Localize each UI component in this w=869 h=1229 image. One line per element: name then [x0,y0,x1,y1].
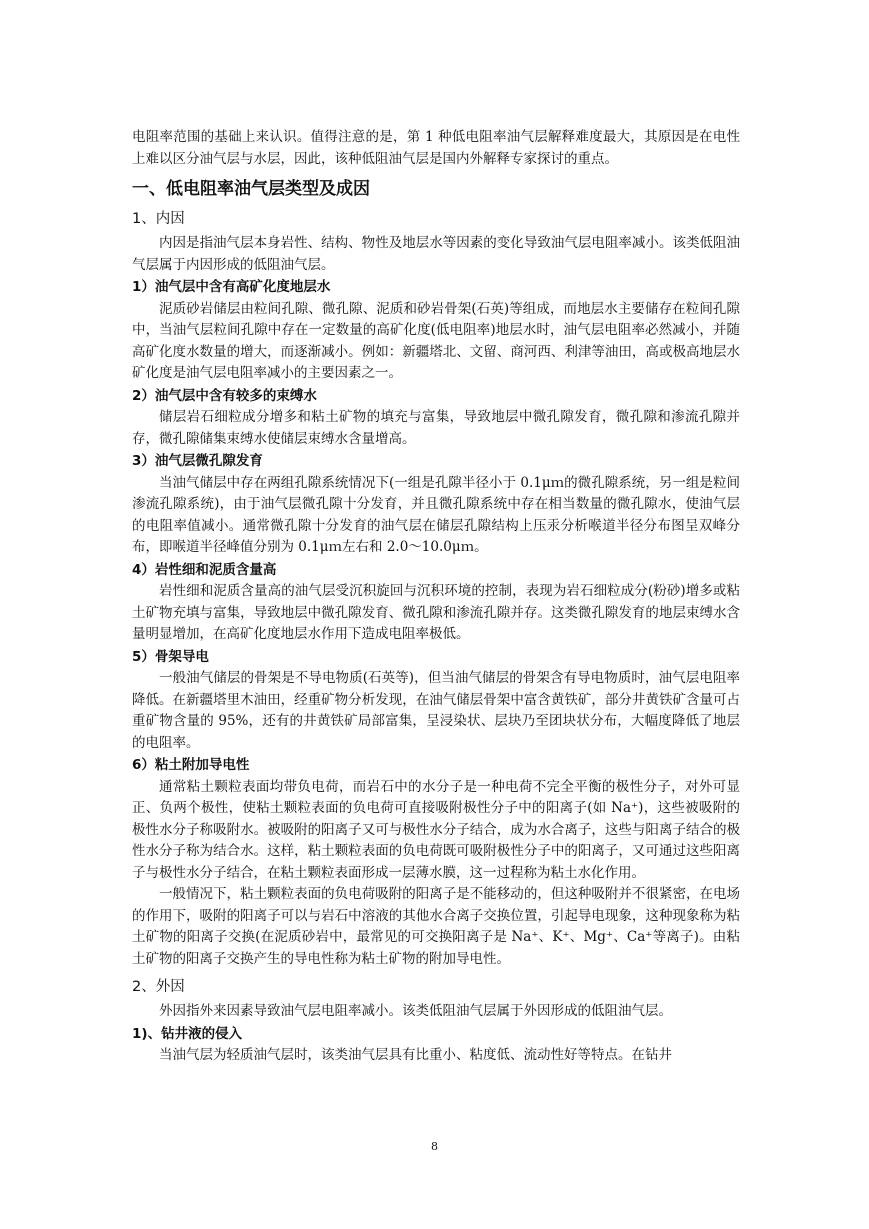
page-number: 8 [431,1140,438,1153]
item-heading-micropores: 3）油气层微孔隙发育 [132,453,263,469]
item-paragraph-cation-exchange: 一般情况下，粘土颗粒表面的负电荷吸附的阳离子是不能移动的，但这种吸附并不很紧密，在电场的作用下，吸附的阳离子可以与岩石中溶液的其他水合离子交换位置，引起导电现象，这种现象称为粘土矿物的阳离子交换(在泥质砂岩中，最常见的可交换阳离子是 Na⁺、K⁺、Mg⁺、Ca⁺等离子)。由粘土矿物的阳离子交换产生的导电性称为粘土矿物的附加导电性。 [132,886,740,967]
item-paragraph-clay-hydration: 通常粘土颗粒表面均带负电荷，而岩石中的水分子是一种电荷不完全平衡的极性分子，对外可显正、负两个极性，使粘土颗粒表面的负电荷可直接吸附极性分子中的阳离子(如 Na⁺)，这些被吸附的极性水分子称吸附水。被吸附的阳离子又可与极性水分子结合，成为水合离子，这些与阳离子结合的极性水分子称为结合水。这样，粘土颗粒表面的负电荷既可吸附极性分子中的阳离子，又可通过这些阳离子与极性水分子结合，在粘土颗粒表面形成一层薄水膜，这一过程称为粘土水化作用。 [132,778,740,881]
item-paragraph-micropores: 当油气储层中存在两组孔隙系统情况下(一组是孔隙半径小于 0.1μｍ的微孔隙系统，另一组是粒间渗流孔隙系统)，由于油气层微孔隙十分发育，并且微孔隙系统中存在相当数量的微孔隙水，使油气层的电阻率值减小。通常微孔隙十分发育的油气层在储层孔隙结构上压汞分析喉道半径分布图呈双峰分布，即喉道半径峰值分别为 0.1μｍ左右和 2.0～10.0μｍ。 [132,474,740,555]
subsection-external-heading: 2、外因 [132,979,185,995]
item-heading-bound-water: 2）油气层中含有较多的束缚水 [132,387,317,404]
internal-intro-paragraph: 内因是指油气层本身岩性、结构、物性及地层水等因素的变化导致油气层电阻率减小。该类低阻油气层属于内因形成的低阻油气层。 [132,235,740,273]
item-paragraph-mud-invasion: 当油气层为轻质油气层时，该类油气层具有比重小、粘度低、流动性好等特点。在钻井 [159,1047,672,1063]
item-heading-clay-conductivity: 6）粘土附加导电性 [132,757,250,773]
item-heading-fine-lithology: 4）岩性细和泥质含量高 [132,561,277,578]
item-paragraph-fine-lithology: 岩性细和泥质含量高的油气层受沉积旋回与沉积环境的控制，表现为岩石细粒成分(粉砂)增多或粘土矿物充填与富集，导致地层中微孔隙发育、微孔隙和渗流孔隙并存。这类微孔隙发育的地层束缚水含量明显增加，在高矿化度地层水作用下造成电阻率极低。 [132,583,740,642]
section-title: 一、低电阻率油气层类型及成因 [132,179,370,199]
item-heading-high-salinity: 1）油气层中含有高矿化度地层水 [132,279,331,295]
item-paragraph-high-salinity: 泥质砂岩储层由粒间孔隙、微孔隙、泥质和砂岩骨架(石英)等组成，而地层水主要储存在粒间孔隙中，当油气层粒间孔隙中存在一定数量的高矿化度(低电阻率)地层水时，油气层电阻率必然减小，并随高矿化度水数量的增大，而逐渐减小。例如：新疆塔北、文留、商河西、利津等油田，高或极高地层水矿化度是油气层电阻率减小的主要因素之一。 [132,300,740,381]
item-heading-mud-invasion: 1)、钻井液的侵入 [132,1025,243,1042]
item-paragraph-conductive-matrix: 一般油气储层的骨架是不导电物质(石英等)，但当油气储层的骨架含有导电物质时，油气层电阻率降低。在新疆塔里木油田，经重矿物分析发现，在油气储层骨架中富含黄铁矿，部分井黄铁矿含量可占重矿物含量的 95%，还有的井黄铁矿局部富集，呈浸染状、层块乃至团块状分布，大幅度降低了地层的电阻率。 [132,670,740,751]
subsection-internal-heading: 1、内因 [132,211,185,227]
external-intro-paragraph: 外因指外来因素导致油气层电阻率减小。该类低阻油气层属于外因形成的低阻油气层。 [159,1003,672,1019]
intro-paragraph: 电阻率范围的基础上来认识。值得注意的是，第 1 种低电阻率油气层解释难度最大，其原因是在电性上难以区分油气层与水层，因此，该种低阻油气层是国内外解释专家探讨的重点。 [132,129,740,167]
page-content [132,127,740,1067]
item-paragraph-bound-water: 储层岩石细粒成分增多和粘土矿物的填充与富集，导致地层中微孔隙发育，微孔隙和渗流孔隙并存，微孔隙储集束缚水使储层束缚水含量增高。 [132,409,740,447]
item-heading-conductive-matrix: 5）骨架导电 [132,648,209,665]
